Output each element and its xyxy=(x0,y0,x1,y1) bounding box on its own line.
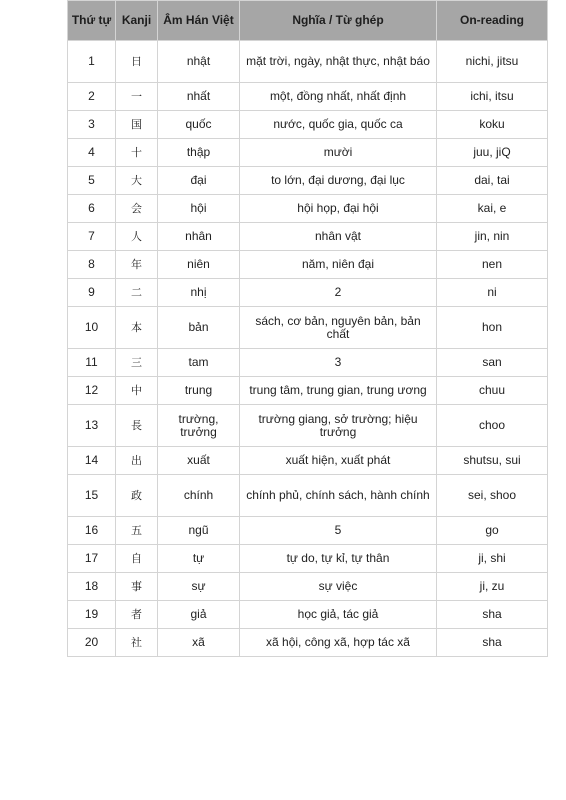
cell-order: 3 xyxy=(68,111,116,139)
cell-meaning: 5 xyxy=(240,517,437,545)
cell-kanji: 年 xyxy=(116,251,158,279)
cell-kanji: 十 xyxy=(116,139,158,167)
cell-han-viet: hội xyxy=(158,195,240,223)
cell-han-viet: trường, trưởng xyxy=(158,405,240,447)
cell-order: 18 xyxy=(68,573,116,601)
cell-meaning: mười xyxy=(240,139,437,167)
cell-order: 20 xyxy=(68,629,116,657)
cell-order: 7 xyxy=(68,223,116,251)
table-row xyxy=(68,83,548,111)
cell-order: 6 xyxy=(68,195,116,223)
cell-kanji: 出 xyxy=(116,447,158,475)
table-row xyxy=(68,629,548,657)
table-row xyxy=(68,475,548,517)
cell-on-reading: koku xyxy=(437,111,548,139)
cell-on-reading: ji, shi xyxy=(437,545,548,573)
cell-on-reading: chuu xyxy=(437,377,548,405)
header-order: Thứ tự xyxy=(68,1,116,41)
cell-kanji: 中 xyxy=(116,377,158,405)
cell-on-reading: hon xyxy=(437,307,548,349)
cell-kanji: 三 xyxy=(116,349,158,377)
cell-on-reading: dai, tai xyxy=(437,167,548,195)
cell-order: 1 xyxy=(68,41,116,83)
table-row xyxy=(68,223,548,251)
cell-order: 11 xyxy=(68,349,116,377)
cell-order: 5 xyxy=(68,167,116,195)
cell-on-reading: ji, zu xyxy=(437,573,548,601)
cell-on-reading: choo xyxy=(437,405,548,447)
table-row xyxy=(68,349,548,377)
cell-on-reading: nichi, jitsu xyxy=(437,41,548,83)
cell-han-viet: niên xyxy=(158,251,240,279)
cell-han-viet: giả xyxy=(158,601,240,629)
cell-han-viet: quốc xyxy=(158,111,240,139)
cell-kanji: 政 xyxy=(116,475,158,517)
cell-meaning: chính phủ, chính sách, hành chính xyxy=(240,475,437,517)
cell-order: 14 xyxy=(68,447,116,475)
cell-order: 15 xyxy=(68,475,116,517)
cell-meaning: trường giang, sở trường; hiệu trưởng xyxy=(240,405,437,447)
cell-meaning: tự do, tự kỉ, tự thân xyxy=(240,545,437,573)
table-body xyxy=(68,41,548,657)
cell-meaning: xuất hiện, xuất phát xyxy=(240,447,437,475)
cell-order: 2 xyxy=(68,83,116,111)
cell-order: 10 xyxy=(68,307,116,349)
table-row xyxy=(68,251,548,279)
cell-kanji: 事 xyxy=(116,573,158,601)
cell-on-reading: san xyxy=(437,349,548,377)
cell-on-reading: ni xyxy=(437,279,548,307)
table-header xyxy=(68,1,548,41)
cell-han-viet: nhân xyxy=(158,223,240,251)
table-row xyxy=(68,447,548,475)
cell-order: 4 xyxy=(68,139,116,167)
cell-han-viet: thập xyxy=(158,139,240,167)
table-row xyxy=(68,307,548,349)
header-kanji: Kanji xyxy=(116,1,158,41)
cell-kanji: 人 xyxy=(116,223,158,251)
header-row xyxy=(68,1,548,41)
table-row xyxy=(68,377,548,405)
table-row xyxy=(68,111,548,139)
cell-kanji: 長 xyxy=(116,405,158,447)
cell-meaning: sự việc xyxy=(240,573,437,601)
cell-kanji: 一 xyxy=(116,83,158,111)
cell-han-viet: đại xyxy=(158,167,240,195)
table-row xyxy=(68,139,548,167)
cell-order: 12 xyxy=(68,377,116,405)
cell-on-reading: sha xyxy=(437,601,548,629)
cell-kanji: 日 xyxy=(116,41,158,83)
cell-order: 8 xyxy=(68,251,116,279)
table-row xyxy=(68,573,548,601)
cell-on-reading: go xyxy=(437,517,548,545)
cell-kanji: 本 xyxy=(116,307,158,349)
table-row xyxy=(68,41,548,83)
cell-kanji: 国 xyxy=(116,111,158,139)
cell-han-viet: ngũ xyxy=(158,517,240,545)
table-row xyxy=(68,167,548,195)
cell-han-viet: nhật xyxy=(158,41,240,83)
cell-meaning: 2 xyxy=(240,279,437,307)
table-row xyxy=(68,279,548,307)
table-row xyxy=(68,545,548,573)
cell-meaning: nước, quốc gia, quốc ca xyxy=(240,111,437,139)
cell-on-reading: sei, shoo xyxy=(437,475,548,517)
cell-han-viet: nhất xyxy=(158,83,240,111)
cell-meaning: mặt trời, ngày, nhật thực, nhật báo xyxy=(240,41,437,83)
cell-order: 16 xyxy=(68,517,116,545)
cell-on-reading: shutsu, sui xyxy=(437,447,548,475)
cell-han-viet: tam xyxy=(158,349,240,377)
cell-on-reading: kai, e xyxy=(437,195,548,223)
kanji-table xyxy=(67,0,548,657)
table-row xyxy=(68,601,548,629)
cell-han-viet: trung xyxy=(158,377,240,405)
cell-meaning: sách, cơ bản, nguyên bản, bản chất xyxy=(240,307,437,349)
cell-order: 9 xyxy=(68,279,116,307)
table-row xyxy=(68,195,548,223)
cell-order: 13 xyxy=(68,405,116,447)
cell-han-viet: sự xyxy=(158,573,240,601)
cell-meaning: 3 xyxy=(240,349,437,377)
cell-meaning: xã hội, công xã, hợp tác xã xyxy=(240,629,437,657)
cell-on-reading: sha xyxy=(437,629,548,657)
cell-on-reading: nen xyxy=(437,251,548,279)
cell-on-reading: juu, jiQ xyxy=(437,139,548,167)
table-row xyxy=(68,517,548,545)
cell-han-viet: nhị xyxy=(158,279,240,307)
cell-meaning: nhân vật xyxy=(240,223,437,251)
cell-kanji: 社 xyxy=(116,629,158,657)
cell-han-viet: tự xyxy=(158,545,240,573)
cell-meaning: năm, niên đại xyxy=(240,251,437,279)
cell-han-viet: xã xyxy=(158,629,240,657)
cell-on-reading: ichi, itsu xyxy=(437,83,548,111)
cell-han-viet: chính xyxy=(158,475,240,517)
cell-on-reading: jin, nin xyxy=(437,223,548,251)
cell-meaning: học giả, tác giả xyxy=(240,601,437,629)
cell-han-viet: xuất xyxy=(158,447,240,475)
cell-order: 19 xyxy=(68,601,116,629)
cell-kanji: 五 xyxy=(116,517,158,545)
cell-han-viet: bản xyxy=(158,307,240,349)
cell-meaning: một, đồng nhất, nhất định xyxy=(240,83,437,111)
cell-kanji: 者 xyxy=(116,601,158,629)
cell-order: 17 xyxy=(68,545,116,573)
cell-kanji: 大 xyxy=(116,167,158,195)
header-on-reading: On-reading xyxy=(437,1,548,41)
cell-meaning: to lớn, đại dương, đại lục xyxy=(240,167,437,195)
cell-meaning: hội họp, đại hội xyxy=(240,195,437,223)
cell-meaning: trung tâm, trung gian, trung ương xyxy=(240,377,437,405)
header-meaning: Nghĩa / Từ ghép xyxy=(240,1,437,41)
header-han-viet: Âm Hán Việt xyxy=(158,1,240,41)
cell-kanji: 自 xyxy=(116,545,158,573)
cell-kanji: 会 xyxy=(116,195,158,223)
table-row xyxy=(68,405,548,447)
cell-kanji: 二 xyxy=(116,279,158,307)
